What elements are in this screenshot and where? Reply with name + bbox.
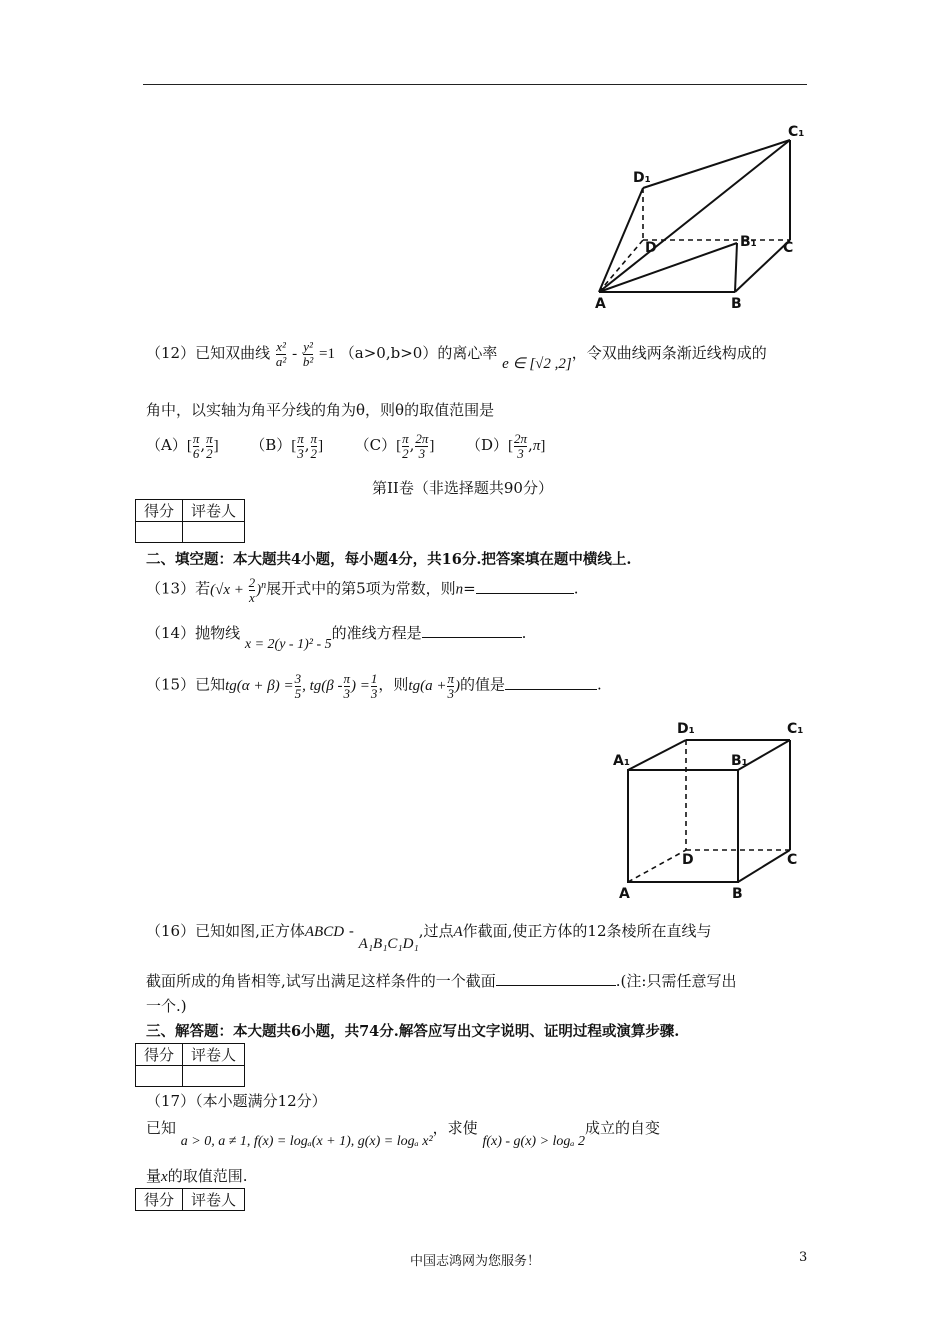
q17-header: （17）（本小题满分12分） xyxy=(146,1092,327,1110)
parabola-formula: x = 2(y - 1)² - 5 xyxy=(244,637,332,652)
score-cell xyxy=(136,522,183,543)
cube-label-a: A xyxy=(619,886,630,902)
cube-label-c1: C₁ xyxy=(787,721,804,737)
option-b: （B）[ $\frac{\pi}{3}$ , $\frac{\pi}{2}$ ] xyxy=(250,431,324,461)
q13-answer-blank[interactable] xyxy=(476,593,574,594)
q12-tail: ，令双曲线两条渐近线构成的 xyxy=(571,344,767,363)
q12-number: （12） xyxy=(146,344,196,363)
cube-label-a1: A₁ xyxy=(613,753,630,769)
cube-label-b1: B₁ xyxy=(731,753,748,769)
q17-formula: a > 0, a ≠ 1, f(x) = logₐ(x + 1), g(x) = logₐ x² xyxy=(180,1134,433,1149)
hyperbola-y-term: $\frac{\text{y²}}{\text{b²}}$ xyxy=(302,339,314,369)
q16-answer-blank[interactable] xyxy=(496,985,616,986)
prism-label-b: B xyxy=(731,296,742,312)
q15: （15）已知tg(α + β) = $\frac{3}{5}$ , tg(β - $\frac{\pi}{3}$ ) = $\frac{1}{3}$ ，则tg(a + $\frac{\pi}{3}$ )的值是 . xyxy=(146,671,602,701)
score-table-1 xyxy=(135,499,245,543)
score-header: 得分 xyxy=(136,500,183,522)
cube-figure xyxy=(605,715,815,905)
q16-line1: （16）已知如图,正方体ABCD - A₁B₁C₁D₁,过点A作截面,使正方体的12条棱所在直线与 xyxy=(146,922,712,952)
q12-line2: 角中，以实轴为角平分线的角为θ，则θ的取值范围是 xyxy=(146,401,495,419)
hyperbola-minus: - xyxy=(292,346,298,363)
q14: （14）抛物线 x = 2(y - 1)² - 5的准线方程是 . xyxy=(146,624,527,652)
footer-text: 中国志鸿网为您服务！ xyxy=(409,1254,540,1269)
score-table-2 xyxy=(135,1043,245,1087)
q12-options xyxy=(146,432,545,460)
grader-header: 评卷人 xyxy=(183,1189,245,1211)
grader-header: 评卷人 xyxy=(183,1044,245,1066)
q13: （13）若(√x + $\frac{2}{x}$ )$^n$展开式中的第5项为常数，则n= . xyxy=(146,575,579,605)
prism-figure xyxy=(585,118,815,318)
prism-label-d: D xyxy=(645,240,657,256)
cube-label-c: C xyxy=(787,852,798,868)
q15-answer-blank[interactable] xyxy=(505,689,597,690)
hyperbola-eq: =1 xyxy=(319,346,336,363)
page-number: 3 xyxy=(799,1250,808,1265)
q17-line1: 已知 a > 0, a ≠ 1, f(x) = logₐ(x + 1), g(x) = logₐ x²，求使 f(x) - g(x) > logₐ 2成立的自变 xyxy=(146,1119,661,1149)
cube-label-d1: D₁ xyxy=(677,721,695,737)
prism-label-a: A xyxy=(595,296,606,312)
q14-answer-blank[interactable] xyxy=(422,637,522,638)
header-rule xyxy=(143,84,807,85)
section3-heading: 三、解答题：本大题共6小题，共74分.解答应写出文字说明、证明过程或演算步骤. xyxy=(146,1023,680,1040)
score-header: 得分 xyxy=(136,1189,183,1211)
eccentricity-range: e ∈ [√2 ,2] xyxy=(502,356,572,373)
cube-label-d: D xyxy=(682,852,694,868)
score-header: 得分 xyxy=(136,1044,183,1066)
q16-line2: 截面所成的角皆相等,试写出满足这样条件的一个截面 .(注:只需任意写出 xyxy=(146,972,737,990)
option-a: （A）[ $\frac{\pi}{6}$ , $\frac{\pi}{2}$ ] xyxy=(146,431,219,461)
option-d: （D）[ $\frac{2\pi}{3}$ ,π] xyxy=(465,431,546,461)
q16-line3: 一个.) xyxy=(146,997,187,1015)
grader-cell xyxy=(183,522,245,543)
grader-header: 评卷人 xyxy=(183,500,245,522)
section2-heading: 二、填空题：本大题共4小题，每小题4分，共16分.把答案填在题中横线上. xyxy=(146,551,632,568)
option-c: （C）[ $\frac{\pi}{2}$ , $\frac{2\pi}{3}$ ] xyxy=(354,431,435,461)
prism-label-c: C xyxy=(783,240,794,256)
q12-condition: （a>0,b>0）的离心率 xyxy=(339,344,498,363)
grader-cell xyxy=(183,1066,245,1087)
prism-label-b1: B₁ xyxy=(740,234,757,250)
cube-label-b: B xyxy=(732,886,743,902)
q12-line1 xyxy=(146,339,767,373)
hyperbola-x-term: $\frac{\text{x²}}{\text{a²}}$ xyxy=(275,339,287,369)
score-table-3 xyxy=(135,1188,245,1211)
q12-lead: 已知双曲线 xyxy=(195,344,271,363)
q17-inequality: f(x) - g(x) > logₐ 2 xyxy=(482,1134,586,1149)
prism-label-d1: D₁ xyxy=(633,170,651,186)
score-cell xyxy=(136,1066,183,1087)
q17-line2: 量x的取值范围. xyxy=(146,1167,248,1185)
part2-title: 第II卷（非选择题共90分） xyxy=(372,479,553,497)
cube-top-face: A₁B₁C₁D₁ xyxy=(358,936,419,952)
prism-label-c1: C₁ xyxy=(788,124,805,140)
